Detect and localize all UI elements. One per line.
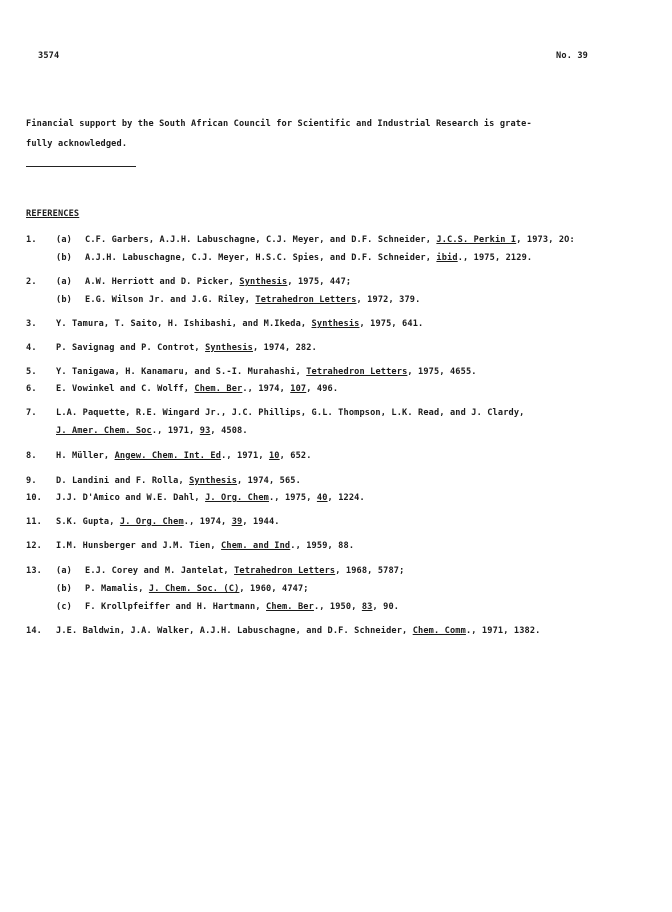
reference-segment: , 1968, 5787;	[335, 566, 405, 576]
reference-number: 6.	[26, 384, 37, 394]
journal-citation: Synthesis	[239, 277, 288, 287]
journal-citation: Chem. Ber	[194, 384, 243, 394]
reference-segment: , 1974, 282.	[253, 343, 317, 353]
reference-segment: E.J. Corey and M. Jantelat,	[85, 566, 235, 576]
reference-segment: ., 1974,	[183, 517, 232, 527]
reference-number: 14.	[26, 626, 42, 636]
reference-segment: , 1975, 641.	[359, 319, 424, 329]
reference-segment: , 652.	[279, 451, 312, 461]
acknowledgement-line: fully acknowledged.	[26, 139, 128, 149]
reference-number: 12.	[26, 541, 42, 551]
reference-segment: ., 1950,	[313, 602, 362, 612]
reference-item	[26, 626, 672, 644]
reference-text	[85, 295, 420, 305]
reference-number: 8.	[26, 451, 37, 461]
reference-item	[26, 517, 672, 535]
reference-text	[56, 343, 317, 353]
reference-sub-label: (b)	[56, 253, 72, 263]
reference-segment: , 1974, 565.	[237, 476, 301, 486]
journal-citation: Synthesis	[311, 319, 360, 329]
journal-citation: Synthesis	[189, 476, 238, 486]
reference-segment: E. Vowinkel and C. Wolff,	[56, 384, 195, 394]
reference-text	[56, 426, 248, 436]
reference-item	[26, 384, 672, 402]
journal-citation: J. Org. Chem	[205, 493, 269, 503]
page-number: 3574	[38, 51, 60, 61]
references-heading: REFERENCES	[26, 209, 80, 219]
reference-segment: , 1973, 2O:	[516, 235, 575, 245]
reference-text	[56, 367, 477, 377]
reference-sub-label: (a)	[56, 277, 72, 287]
reference-text	[85, 566, 404, 576]
reference-number: 4.	[26, 343, 37, 353]
reference-text	[85, 253, 532, 263]
reference-sub-label: (b)	[56, 584, 72, 594]
reference-segment: Y. Tanigawa, H. Kanamaru, and S.-I. Murahashi,	[56, 367, 307, 377]
reference-segment: J.E. Baldwin, J.A. Walker, A.J.H. Labuschagne, and D.F. Schneider,	[56, 626, 413, 636]
reference-item	[26, 541, 672, 559]
reference-text	[56, 384, 338, 394]
reference-text	[85, 602, 399, 612]
reference-segment: I.M. Hunsberger and J.M. Tien,	[56, 541, 222, 551]
reference-segment: Y. Tamura, T. Saito, H. Ishibashi, and M.Ikeda,	[56, 319, 312, 329]
reference-item	[26, 566, 672, 620]
reference-text	[85, 584, 309, 594]
reference-sub-label: (a)	[56, 235, 72, 245]
reference-segment: P. Savignag and P. Controt,	[56, 343, 206, 353]
reference-number: 5.	[26, 367, 37, 377]
reference-segment: , 1944.	[242, 517, 280, 527]
journal-citation: Chem. Ber	[266, 602, 314, 612]
journal-citation: Tetrahedron Letters	[306, 367, 408, 377]
journal-citation: Tetrahedron Letters	[234, 566, 336, 576]
footnote-rule	[26, 166, 136, 167]
journal-citation: J. Chem. Soc. (C)	[148, 584, 240, 594]
journal-citation: Synthesis	[205, 343, 253, 353]
acknowledgement	[26, 114, 626, 154]
reference-segment: D. Landini and F. Rolla,	[56, 476, 190, 486]
reference-number: 13.	[26, 566, 42, 576]
reference-segment: F. Krollpfeiffer and H. Hartmann,	[85, 602, 267, 612]
journal-citation: Tetrahedron Letters	[255, 295, 357, 305]
reference-segment: , 1960, 4747;	[239, 584, 309, 594]
reference-segment: , 1972, 379.	[356, 295, 421, 305]
reference-number: 9.	[26, 476, 37, 486]
reference-segment: , 1975, 4655.	[407, 367, 477, 377]
reference-item	[26, 319, 672, 337]
journal-citation: J. Amer. Chem. Soc	[56, 426, 152, 436]
reference-segment: C.F. Garbers, A.J.H. Labuschagne, C.J. Meyer, and D.F. Schneider,	[85, 235, 437, 245]
reference-number: 7.	[26, 408, 37, 418]
journal-citation: 10	[268, 451, 280, 461]
reference-sub-label: (a)	[56, 566, 72, 576]
reference-sub-label: (c)	[56, 602, 72, 612]
reference-segment: , 1975, 447;	[287, 277, 352, 287]
reference-text	[56, 493, 365, 503]
journal-citation: 107	[290, 384, 307, 394]
reference-text	[56, 541, 354, 551]
reference-item	[26, 367, 672, 385]
journal-citation: Chem. Comm	[412, 626, 466, 636]
reference-item	[26, 235, 672, 271]
reference-text	[56, 626, 541, 636]
reference-segment: A.W. Herriott and D. Picker,	[85, 277, 240, 287]
journal-citation: J. Org. Chem	[119, 517, 184, 527]
reference-segment: ., 1959, 88.	[290, 541, 355, 551]
journal-citation: Angew. Chem. Int. Ed	[114, 451, 222, 461]
reference-segment: ., 1975, 2129.	[457, 253, 533, 263]
reference-item	[26, 476, 672, 494]
journal-citation: 40	[316, 493, 328, 503]
journal-citation: Chem. and Ind	[221, 541, 291, 551]
reference-item	[26, 408, 672, 444]
reference-item	[26, 451, 672, 469]
reference-number: 10.	[26, 493, 42, 503]
reference-segment: , 1224.	[327, 493, 365, 503]
reference-segment: , 4508.	[210, 426, 248, 436]
reference-text	[56, 517, 280, 527]
reference-segment: ., 1974,	[242, 384, 291, 394]
reference-segment: ., 1975,	[268, 493, 317, 503]
reference-segment: L.A. Paquette, R.E. Wingard Jr., J.C. Phillips, G.L. Thompson, L.K. Read, and J. Clardy,	[56, 408, 525, 418]
reference-segment: ., 1971,	[221, 451, 269, 461]
reference-text	[85, 235, 575, 245]
reference-text	[56, 451, 312, 461]
reference-segment: E.G. Wilson Jr. and J.G. Riley,	[85, 295, 256, 305]
reference-item	[26, 277, 672, 313]
reference-text	[85, 277, 351, 287]
acknowledgement-line: Financial support by the South African Council for Scientific and Industrial Research is grate-	[26, 119, 532, 129]
reference-text	[56, 319, 423, 329]
reference-number: 3.	[26, 319, 37, 329]
journal-citation: ibid	[436, 253, 458, 263]
reference-segment: H. Müller,	[56, 451, 115, 461]
reference-text	[56, 408, 525, 418]
reference-item	[26, 343, 672, 361]
journal-citation: 39	[231, 517, 243, 527]
reference-segment: , 496.	[306, 384, 339, 394]
journal-citation: J.C.S. Perkin I	[436, 235, 517, 245]
reference-segment: A.J.H. Labuschagne, C.J. Meyer, H.S.C. Spies, and D.F. Schneider,	[85, 253, 437, 263]
issue-number: No. 39	[556, 51, 588, 61]
reference-number: 1.	[26, 235, 37, 245]
reference-sub-label: (b)	[56, 295, 72, 305]
reference-segment: P. Mamalis,	[85, 584, 149, 594]
reference-number: 11.	[26, 517, 42, 527]
reference-segment: ., 1971, 1382.	[465, 626, 541, 636]
reference-text	[56, 476, 301, 486]
journal-citation: 83	[361, 602, 373, 612]
journal-citation: 93	[199, 426, 211, 436]
reference-segment: ., 1971,	[151, 426, 200, 436]
reference-item	[26, 493, 672, 511]
reference-segment: , 90.	[372, 602, 400, 612]
reference-number: 2.	[26, 277, 37, 287]
reference-segment: S.K. Gupta,	[56, 517, 120, 527]
reference-segment: J.J. D'Amico and W.E. Dahl,	[56, 493, 206, 503]
